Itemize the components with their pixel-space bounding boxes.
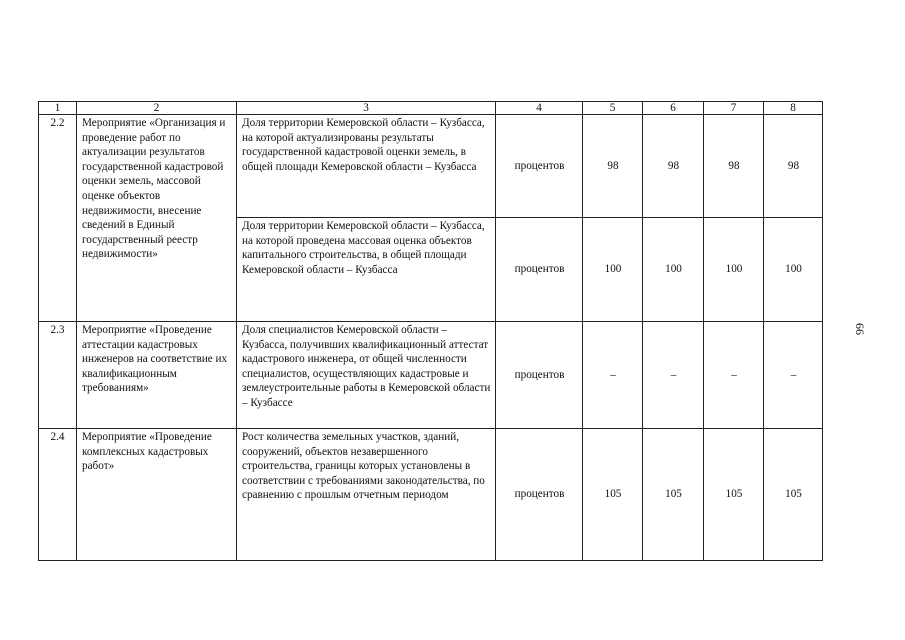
event-name: Мероприятие «Проведение комплексных кадастровых работ» [77, 429, 237, 561]
value-cell: 100 [704, 218, 764, 322]
indicator-text: Доля специалистов Кемеровской области – Кузбасса, получивших квалификационный аттестат кадастрового инженера, от общей численности специалистов, осуществляющих кадастровые и землеустроительные работы в Кемеровской области – Кузбассе [237, 322, 496, 429]
event-name: Мероприятие «Проведение аттестации кадастровых инженеров на соответствие их квалификационным требованиям» [77, 322, 237, 429]
value-cell: 98 [643, 115, 704, 218]
table-row [39, 429, 823, 561]
row-number: 2.2 [39, 115, 77, 322]
header-cell-4: 4 [496, 102, 583, 115]
value-cell: – [643, 322, 704, 429]
header-cell-5: 5 [583, 102, 643, 115]
value-cell: 100 [643, 218, 704, 322]
value-cell: 105 [704, 429, 764, 561]
value-cell: 100 [583, 218, 643, 322]
indicator-text: Доля территории Кемеровской области – Кузбасса, на которой проведена массовая оценка объектов капитального строительства, в общей площади Кемеровской области – Кузбасса [237, 218, 496, 322]
unit-cell: процентов [496, 115, 583, 218]
header-cell-7: 7 [704, 102, 764, 115]
value-cell: 98 [704, 115, 764, 218]
value-cell: – [764, 322, 823, 429]
table-row [39, 322, 823, 429]
unit-cell: процентов [496, 429, 583, 561]
indicator-text: Рост количества земельных участков, зданий, сооружений, объектов незавершенного строительства, границы которых установлены в соответствии с требованиями законодательства, по сравнению с прошлым отчетным периодом [237, 429, 496, 561]
value-cell: – [583, 322, 643, 429]
value-cell: 98 [583, 115, 643, 218]
indicators-table [38, 101, 823, 561]
value-cell: 98 [764, 115, 823, 218]
header-cell-8: 8 [764, 102, 823, 115]
value-cell: 105 [643, 429, 704, 561]
unit-cell: процентов [496, 322, 583, 429]
header-cell-6: 6 [643, 102, 704, 115]
header-row [39, 102, 823, 115]
value-cell: 105 [583, 429, 643, 561]
value-cell: 100 [764, 218, 823, 322]
event-name: Мероприятие «Организация и проведение работ по актуализации результатов государственной кадастровой оценки земель, массовой оценке объектов недвижимости, внесение сведений в Единый государственный реестр недвижимости» [77, 115, 237, 322]
header-cell-2: 2 [77, 102, 237, 115]
page-number: 66 [853, 323, 867, 335]
value-cell: – [704, 322, 764, 429]
header-cell-3: 3 [237, 102, 496, 115]
unit-cell: процентов [496, 218, 583, 322]
row-number: 2.3 [39, 322, 77, 429]
row-number: 2.4 [39, 429, 77, 561]
value-cell: 105 [764, 429, 823, 561]
indicator-text: Доля территории Кемеровской области – Кузбасса, на которой актуализированы результаты государственной кадастровой оценки земель, в общей площади Кемеровской области – Кузбасса [237, 115, 496, 218]
table-row [39, 115, 823, 218]
header-cell-1: 1 [39, 102, 77, 115]
